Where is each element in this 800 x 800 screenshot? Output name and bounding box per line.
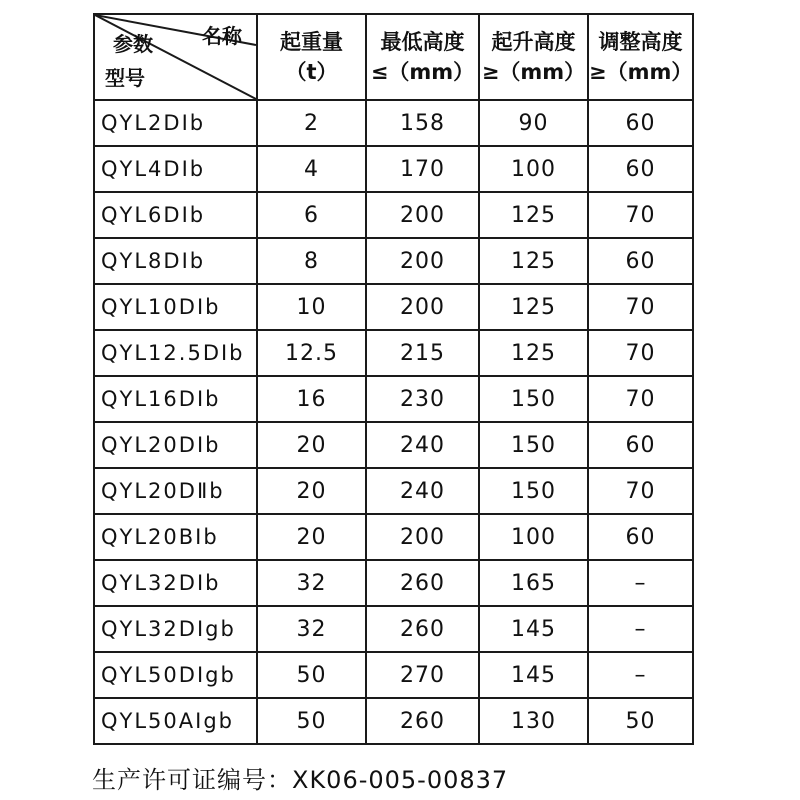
spec-table	[93, 13, 694, 745]
load-cell: 2	[257, 100, 366, 146]
lift-height-cell: 150	[479, 422, 588, 468]
table-row	[94, 514, 693, 560]
table-row	[94, 284, 693, 330]
adjust-height-cell: 60	[588, 146, 693, 192]
model-cell: QYL4DⅠb	[94, 146, 257, 192]
table-row	[94, 652, 693, 698]
load-cell: 50	[257, 652, 366, 698]
min-height-cell: 200	[366, 284, 479, 330]
min-height-cell: 240	[366, 468, 479, 514]
model-cell: QYL32DⅠb	[94, 560, 257, 606]
adjust-height-cell: 60	[588, 422, 693, 468]
lift-height-cell: 145	[479, 606, 588, 652]
lift-height-cell: 150	[479, 468, 588, 514]
min-height-cell: 200	[366, 238, 479, 284]
corner-header-cell	[94, 14, 257, 100]
lift-height-cell: 125	[479, 330, 588, 376]
table-row	[94, 376, 693, 422]
model-cell: QYL20DⅡb	[94, 468, 257, 514]
model-cell: QYL12.5DⅠb	[94, 330, 257, 376]
table-row	[94, 330, 693, 376]
adjust-height-cell: –	[588, 560, 693, 606]
min-height-cell: 270	[366, 652, 479, 698]
model-cell: QYL8DⅠb	[94, 238, 257, 284]
lift-height-cell: 150	[479, 376, 588, 422]
lift-height-cell: 125	[479, 192, 588, 238]
table-row	[94, 698, 693, 744]
model-cell: QYL6DⅠb	[94, 192, 257, 238]
header-min-height	[366, 14, 479, 100]
lift-height-cell: 130	[479, 698, 588, 744]
load-cell: 16	[257, 376, 366, 422]
table-row	[94, 468, 693, 514]
table-row	[94, 100, 693, 146]
load-cell: 32	[257, 606, 366, 652]
load-cell: 20	[257, 514, 366, 560]
license-number: 生产许可证编号：XK06-005-00837	[92, 766, 509, 794]
header-load	[257, 14, 366, 100]
adjust-height-cell: –	[588, 606, 693, 652]
model-cell: QYL20BⅠb	[94, 514, 257, 560]
load-cell: 6	[257, 192, 366, 238]
load-cell: 12.5	[257, 330, 366, 376]
adjust-height-cell: 60	[588, 238, 693, 284]
model-cell: QYL50DⅠgb	[94, 652, 257, 698]
lift-height-cell: 100	[479, 514, 588, 560]
header-min-height-unit: ≤（mm）	[370, 60, 475, 84]
table-row	[94, 606, 693, 652]
header-adjust-height	[588, 14, 693, 100]
header-adjust-height-unit: ≥（mm）	[589, 60, 693, 84]
adjust-height-cell: 60	[588, 514, 693, 560]
lift-height-cell: 125	[479, 284, 588, 330]
header-lift-height	[479, 14, 588, 100]
corner-name-label: 名称	[202, 24, 242, 48]
lift-height-cell: 125	[479, 238, 588, 284]
min-height-cell: 260	[366, 560, 479, 606]
lift-height-cell: 165	[479, 560, 588, 606]
lift-height-cell: 100	[479, 146, 588, 192]
model-cell: QYL2DⅠb	[94, 100, 257, 146]
header-row	[94, 14, 693, 100]
min-height-cell: 170	[366, 146, 479, 192]
table-row	[94, 422, 693, 468]
min-height-cell: 200	[366, 514, 479, 560]
table-row	[94, 192, 693, 238]
model-cell: QYL20DⅠb	[94, 422, 257, 468]
min-height-cell: 158	[366, 100, 479, 146]
lift-height-cell: 90	[479, 100, 588, 146]
corner-type-label: 型号	[105, 66, 145, 90]
min-height-cell: 260	[366, 698, 479, 744]
min-height-cell: 215	[366, 330, 479, 376]
adjust-height-cell: 70	[588, 468, 693, 514]
min-height-cell: 240	[366, 422, 479, 468]
lift-height-cell: 145	[479, 652, 588, 698]
load-cell: 20	[257, 468, 366, 514]
model-cell: QYL32DⅠgb	[94, 606, 257, 652]
load-cell: 8	[257, 238, 366, 284]
adjust-height-cell: 50	[588, 698, 693, 744]
model-cell: QYL50AⅠgb	[94, 698, 257, 744]
adjust-height-cell: 70	[588, 376, 693, 422]
load-cell: 4	[257, 146, 366, 192]
header-adjust-height-title: 调整高度	[598, 30, 683, 54]
model-cell: QYL10DⅠb	[94, 284, 257, 330]
header-load-unit: （t）	[285, 60, 338, 84]
corner-param-label: 参数	[113, 32, 153, 56]
header-lift-height-title: 起升高度	[491, 30, 576, 54]
load-cell: 10	[257, 284, 366, 330]
load-cell: 50	[257, 698, 366, 744]
adjust-height-cell: –	[588, 652, 693, 698]
model-cell: QYL16DⅠb	[94, 376, 257, 422]
adjust-height-cell: 70	[588, 284, 693, 330]
table-row	[94, 560, 693, 606]
min-height-cell: 230	[366, 376, 479, 422]
adjust-height-cell: 70	[588, 330, 693, 376]
min-height-cell: 260	[366, 606, 479, 652]
table-row	[94, 238, 693, 284]
header-load-title: 起重量	[280, 30, 343, 54]
load-cell: 32	[257, 560, 366, 606]
adjust-height-cell: 70	[588, 192, 693, 238]
table-row	[94, 146, 693, 192]
adjust-height-cell: 60	[588, 100, 693, 146]
header-lift-height-unit: ≥（mm）	[481, 60, 586, 84]
header-min-height-title: 最低高度	[380, 30, 465, 54]
load-cell: 20	[257, 422, 366, 468]
min-height-cell: 200	[366, 192, 479, 238]
